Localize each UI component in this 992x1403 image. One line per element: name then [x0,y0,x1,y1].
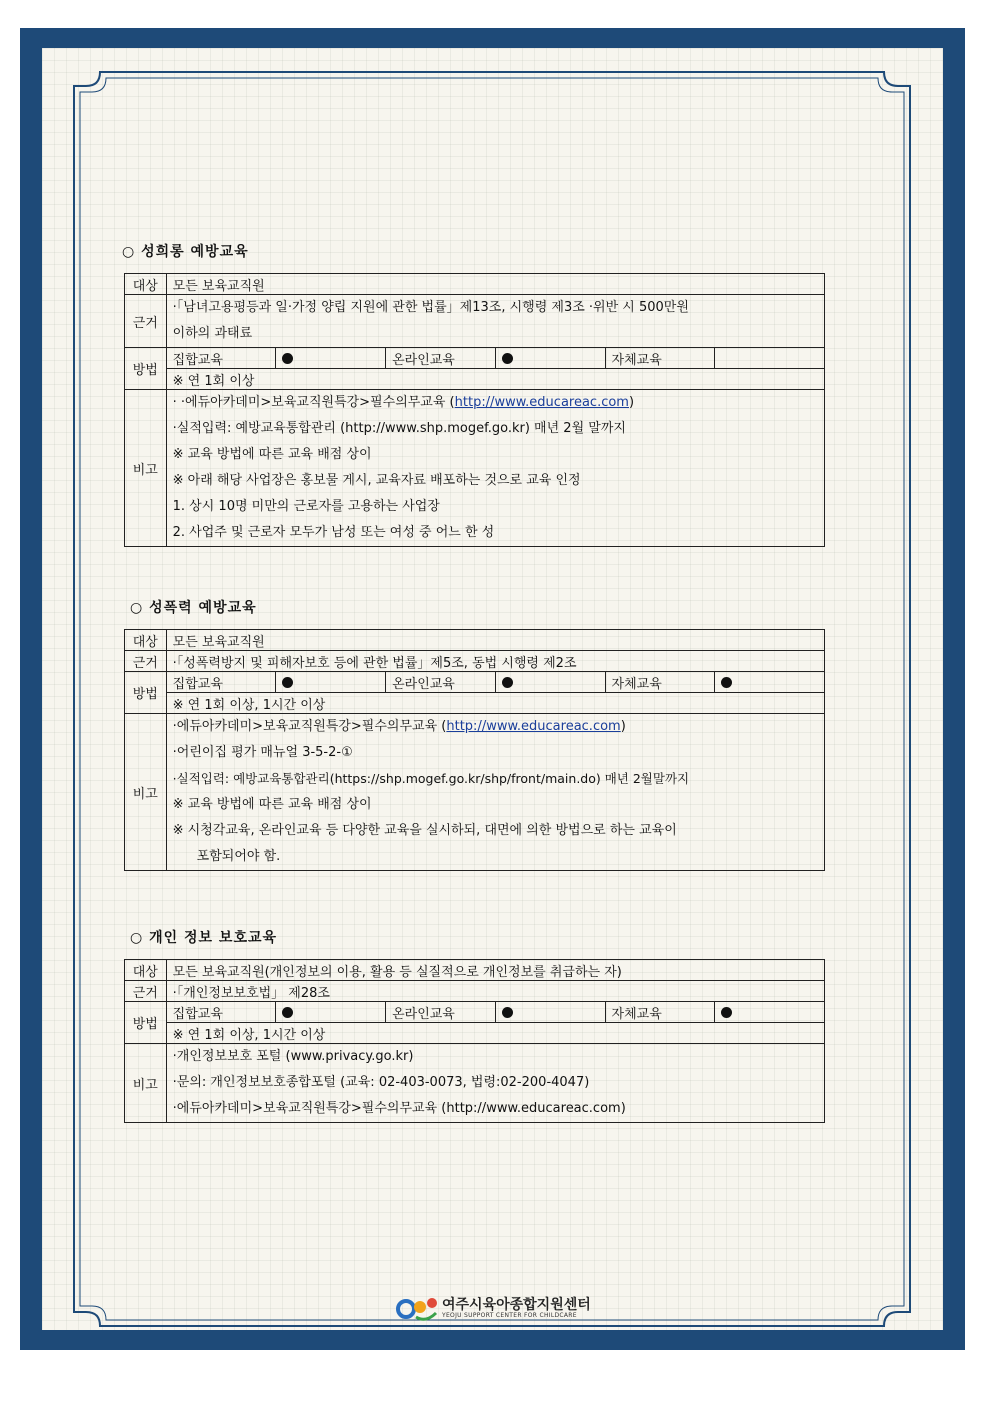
value-basis [166,295,824,348]
notes-line: ·개인정보보호 포털 (www.privacy.go.kr) [172,1049,414,1064]
method-online: 온라인교육 [386,672,496,693]
value-basis: ·「개인정보보호법」 제28조 [166,981,824,1002]
label-method: 방법 [125,348,167,390]
method-note: ※ 연 1회 이상 [166,369,824,390]
notes-link-prefix: · ·에듀아카데미>보육교직원특강>필수의무교육 ( [172,395,455,410]
filled-dot-icon [282,1007,293,1018]
value-basis: ·「성폭력방지 및 피해자보호 등에 관한 법률」제5조, 동법 시행령 제2조 [166,651,824,672]
filled-dot-icon [502,353,513,364]
label-method: 방법 [125,672,167,714]
method-self: 자체교육 [605,348,715,369]
label-target: 대상 [125,630,167,651]
section-title-sexual-harassment: ○ 성희롱 예방교육 [122,244,249,260]
filled-dot-icon [502,677,513,688]
notes-line [173,714,818,740]
notes-line: 2. 사업주 및 근로자 모두가 남성 또는 여성 중 어느 한 성 [172,525,495,540]
label-method: 방법 [125,1002,167,1044]
filled-dot-icon [282,353,293,364]
method-self: 자체교육 [605,1002,715,1023]
value-target: 모든 보육교직원 [166,630,824,651]
notes-line: ·문의: 개인정보보호종합포털 (교육: 02-403-0073, 법령:02-200-4047) [172,1075,590,1090]
notes-line: 포함되어야 함. [196,849,281,864]
method-self-mark [715,672,825,693]
method-group-mark [276,672,386,693]
notes-line: ·에듀아카데미>보육교직원특강>필수의무교육 (http://www.educareac.com) [172,1101,626,1116]
label-target: 대상 [125,274,167,295]
label-basis: 근거 [125,981,167,1002]
notes-line: ·실적입력: 예방교육통합관리(https://shp.mogef.go.kr/shp/front/main.do) 매년 2월말까지 [172,771,690,786]
notes-line: 1. 상시 10명 미만의 근로자를 고용하는 사업장 [172,499,440,514]
notes-line: ·실적입력: 예방교육통합관리 (http://www.shp.mogef.go.kr) 매년 2월 말까지 [172,421,626,436]
notes-cell [166,714,824,871]
label-notes: 비고 [125,714,167,871]
section-title-privacy: ○ 개인 정보 보호교육 [130,930,278,946]
method-group: 집합교육 [166,1002,276,1023]
org-name-en: YEOJU SUPPORT CENTER FOR CHILDCARE [442,1312,577,1319]
label-basis: 근거 [125,651,167,672]
method-online-mark [495,672,605,693]
label-basis: 근거 [125,295,167,348]
filled-dot-icon [721,1007,732,1018]
notes-cell [166,390,824,547]
org-name: 여주시육아종합지원센터 [442,1297,591,1313]
notes-line: ※ 교육 방법에 따른 교육 배점 상이 [172,447,372,462]
notes-line: ※ 교육 방법에 따른 교육 배점 상이 [172,797,372,812]
value-target: 모든 보육교직원 [166,274,824,295]
notes-link-prefix: ·에듀아카데미>보육교직원특강>필수의무교육 ( [172,719,447,734]
notes-line: ※ 아래 해당 사업장은 홍보물 게시, 교육자료 배포하는 것으로 교육 인정 [172,473,581,488]
filled-dot-icon [721,677,732,688]
method-self-mark [715,348,825,369]
method-self: 자체교육 [605,672,715,693]
filled-dot-icon [282,677,293,688]
method-self-mark [715,1002,825,1023]
method-online-mark [495,348,605,369]
notes-link-suffix: ) [628,395,635,410]
footer-logo [396,1292,596,1324]
notes-line [173,390,818,416]
notes-line: ·어린이집 평가 매뉴얼 3-5-2-① [172,745,353,760]
method-note: ※ 연 1회 이상, 1시간 이상 [166,1023,824,1044]
table-privacy [124,959,825,1123]
filled-dot-icon [502,1007,513,1018]
educareac-link[interactable]: http://www.educareac.com [446,719,621,734]
table-sexual-harassment [124,273,825,547]
notes-link-suffix: ) [620,719,626,734]
method-group-mark [276,348,386,369]
method-group: 집합교육 [166,348,276,369]
method-group-mark [276,1002,386,1023]
method-group: 집합교육 [166,672,276,693]
basis-line: ·「남녀고용평등과 일·가정 양립 지원에 관한 법률」제13조, 시행령 제3조 ·위반 시 500만원 [172,300,689,315]
table-sexual-violence [124,629,825,871]
label-target: 대상 [125,960,167,981]
section-title-sexual-violence: ○ 성폭력 예방교육 [130,600,257,616]
label-notes: 비고 [125,1044,167,1123]
method-online-mark [495,1002,605,1023]
notes-line: ※ 시청각교육, 온라인교육 등 다양한 교육을 실시하되, 대면에 의한 방법으로 하는 교육이 [172,823,677,838]
basis-line: 이하의 과태료 [172,326,253,341]
method-note: ※ 연 1회 이상, 1시간 이상 [166,693,824,714]
notes-cell [166,1044,824,1123]
label-notes: 비고 [125,390,167,547]
method-online: 온라인교육 [386,1002,496,1023]
org-logo-icon [396,1293,440,1323]
educareac-link[interactable]: http://www.educareac.com [454,395,629,410]
value-target: 모든 보육교직원(개인정보의 이용, 활용 등 실질적으로 개인정보를 취급하는 자) [166,960,824,981]
method-online: 온라인교육 [386,348,496,369]
